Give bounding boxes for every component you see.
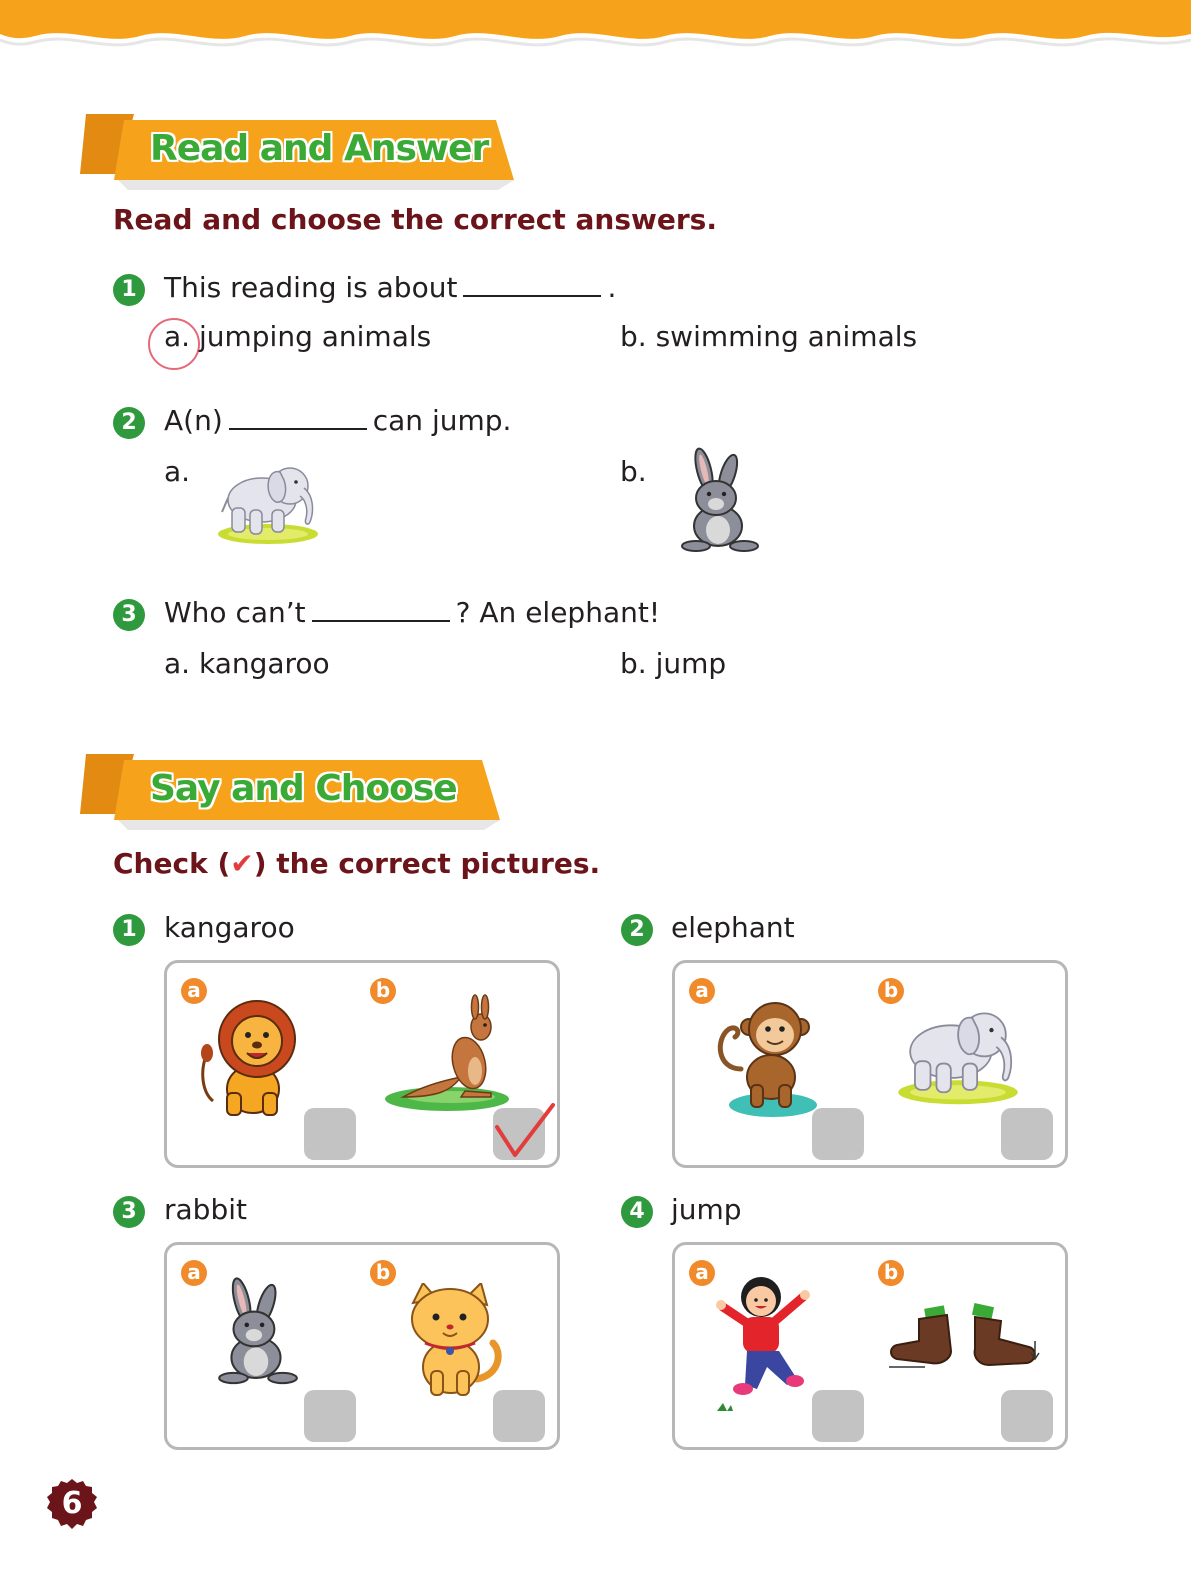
item-word-3: rabbit [164, 1193, 247, 1226]
choice-letter-a: a [689, 978, 715, 1004]
question-number-3: 3 [113, 599, 145, 631]
choice-letter-a: a [689, 1260, 715, 1286]
elephant-icon[interactable] [893, 999, 1023, 1109]
option-1b[interactable]: b. swimming animals [620, 320, 918, 353]
page-number-badge [46, 1478, 98, 1530]
section-banner-say-and-choose [78, 750, 508, 834]
answer-blank [229, 406, 367, 430]
item-number-1: 1 [113, 914, 145, 946]
item-number-4: 4 [621, 1196, 653, 1228]
choice-letter-b: b [370, 1260, 396, 1286]
question-3-text: Who can’t ? An elephant! [164, 596, 661, 629]
checkbox-3b[interactable] [493, 1390, 545, 1442]
checkmark-icon: ✔ [230, 847, 254, 880]
option-2a-letter[interactable]: a. [164, 455, 191, 488]
question-number-1: 1 [113, 274, 145, 306]
choice-box-4 [672, 1242, 1068, 1450]
question-1-pre: This reading is about [164, 271, 458, 304]
option-2b-letter[interactable]: b. [620, 455, 647, 488]
checkbox-4b[interactable] [1001, 1390, 1053, 1442]
choice-letter-b: b [878, 1260, 904, 1286]
question-number-2: 2 [113, 407, 145, 439]
jumping-girl-icon[interactable] [713, 1271, 817, 1421]
choice-letter-b: b [370, 978, 396, 1004]
instruction-text: Read and choose the correct answers. [113, 203, 717, 236]
checkbox-4a[interactable] [812, 1390, 864, 1442]
answer-blank [312, 598, 450, 622]
question-2-text: A(n) can jump. [164, 404, 512, 437]
choice-letter-a: a [181, 1260, 207, 1286]
section-banner-read-and-answer [78, 110, 518, 194]
question-1-text [164, 271, 616, 304]
monkey-icon[interactable] [711, 999, 823, 1121]
lion-icon[interactable] [193, 993, 311, 1117]
checkbox-3a[interactable] [304, 1390, 356, 1442]
option-3b[interactable]: b. jump [620, 647, 727, 680]
item-number-3: 3 [113, 1196, 145, 1228]
elephant-icon[interactable] [214, 456, 322, 548]
cat-icon[interactable] [399, 1283, 505, 1397]
choice-box-1 [164, 960, 560, 1168]
item-number-2: 2 [621, 914, 653, 946]
checkbox-2a[interactable] [812, 1108, 864, 1160]
page-number: 6 [61, 1486, 83, 1521]
checkmark-icon [491, 1101, 557, 1161]
choice-box-2 [672, 960, 1068, 1168]
rabbit-icon[interactable] [674, 446, 764, 554]
choice-letter-b: b [878, 978, 904, 1004]
checkbox-1a[interactable] [304, 1108, 356, 1160]
section-title: Say and Choose [150, 768, 457, 809]
instruction-text: Check (✔) the correct pictures. [113, 847, 601, 880]
checkbox-2b[interactable] [1001, 1108, 1053, 1160]
header-wave [0, 0, 1191, 70]
option-3a[interactable]: a. kangaroo [164, 647, 330, 680]
choice-box-3 [164, 1242, 560, 1450]
rabbit-icon[interactable] [211, 1275, 303, 1387]
question-1-post: . [607, 271, 617, 304]
choice-letter-a: a [181, 978, 207, 1004]
item-word-1: kangaroo [164, 911, 295, 944]
kangaroo-icon[interactable] [381, 993, 513, 1115]
section-title: Read and Answer [150, 128, 489, 169]
option-1a[interactable]: a. jumping animals [164, 320, 432, 353]
boots-icon[interactable] [885, 1301, 1041, 1381]
item-word-2: elephant [671, 911, 795, 944]
answer-blank [463, 273, 601, 297]
item-word-4: jump [671, 1193, 742, 1226]
